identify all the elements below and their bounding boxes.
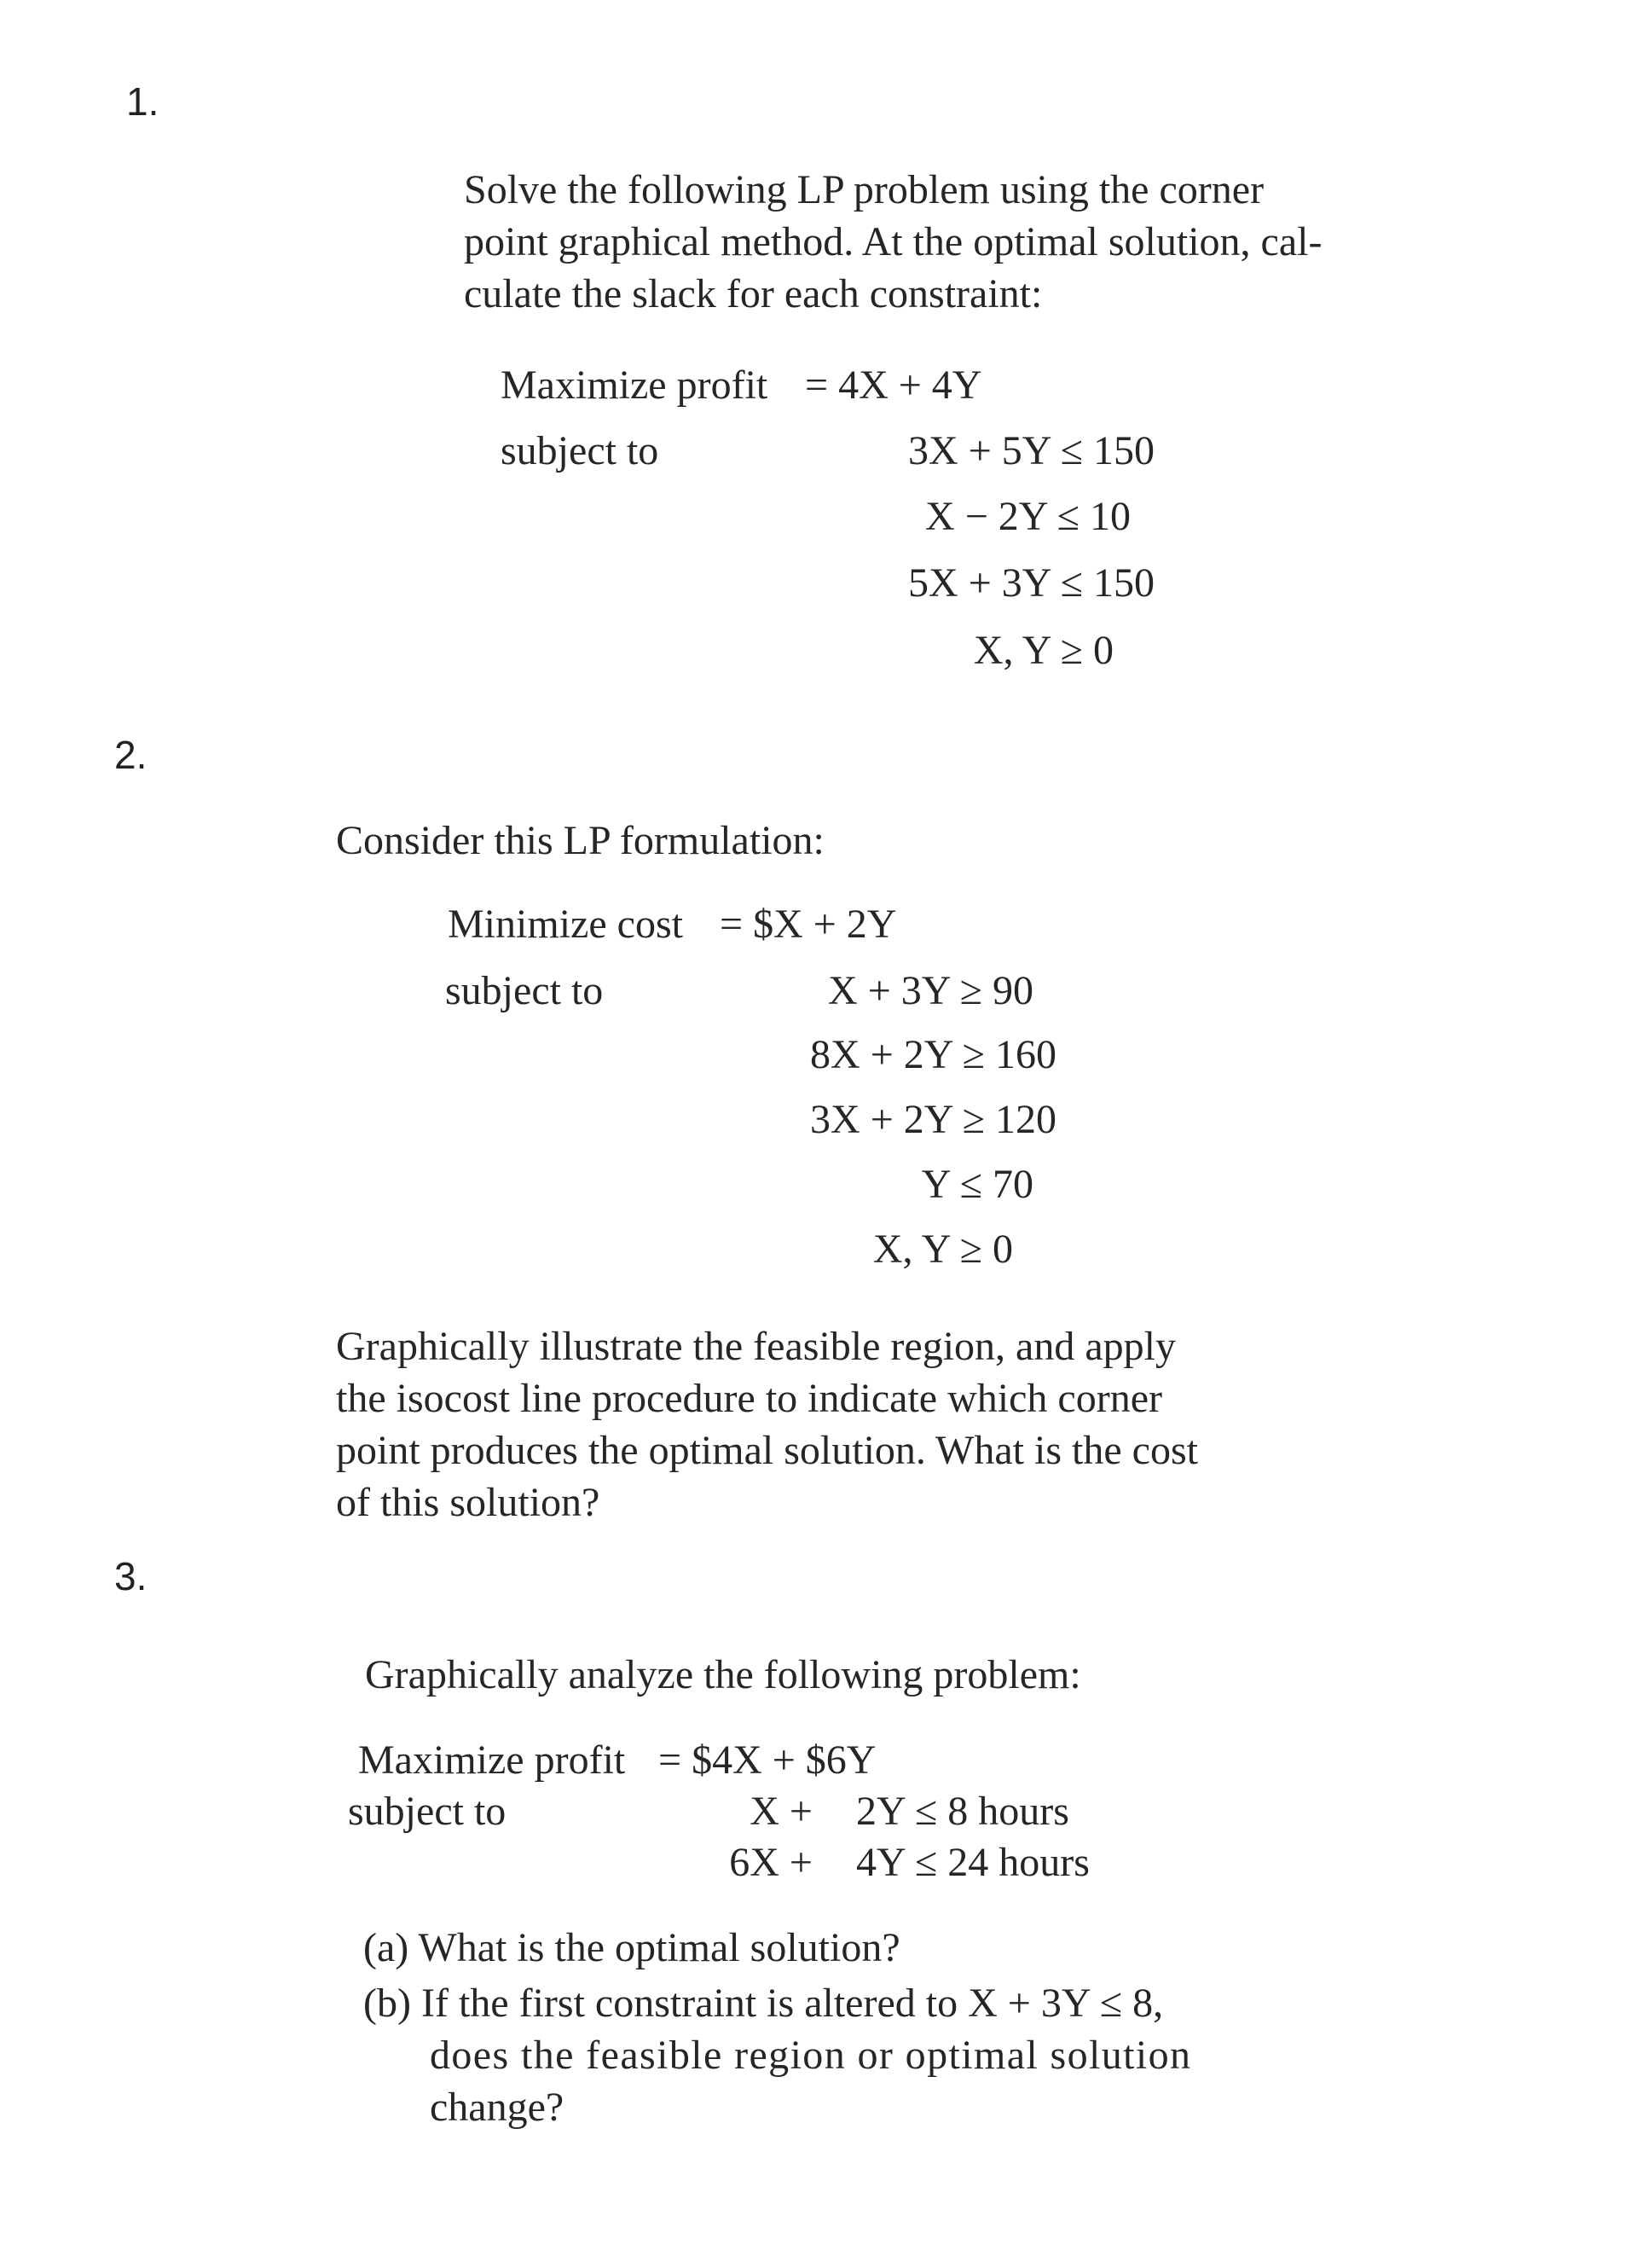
problem-1-intro-line: culate the slack for each constraint: <box>464 271 1043 316</box>
problem-3-subject-to: subject to <box>348 1789 507 1834</box>
problem-2-constraint-4: Y ≤ 70 <box>921 1162 1033 1207</box>
problem-2-question-line: of this solution? <box>336 1480 600 1525</box>
problem-1-nonnegativity: X, Y ≥ 0 <box>973 628 1114 673</box>
problem-3-part-b-text: does the feasible region or optimal solution <box>430 2033 1192 2078</box>
problem-3-constraint-2-right: 4Y ≤ 24 hours <box>856 1840 1090 1885</box>
problem-3-part-b <box>363 1977 1267 2133</box>
problem-2-constraint-2: 8X + 2Y ≥ 160 <box>810 1032 1056 1077</box>
problem-3-number: 3. <box>114 1554 148 1598</box>
problem-2-intro: Consider this LP formulation: <box>336 818 825 863</box>
problem-2-question-line: Graphically illustrate the feasible region, and apply <box>336 1324 1176 1369</box>
problem-3-intro: Graphically analyze the following problem: <box>365 1652 1081 1697</box>
problem-3-constraint-2-left: 6X + <box>729 1840 813 1885</box>
problem-2-objective-label: Minimize cost <box>448 902 683 947</box>
problem-1-subject-to: subject to <box>501 428 659 473</box>
problem-1-constraint-1: 3X + 5Y ≤ 150 <box>908 428 1155 473</box>
problem-1-number: 1. <box>126 79 159 124</box>
problem-3-part-b-line <box>363 2029 1267 2081</box>
problem-1-intro-line: Solve the following LP problem using the corner <box>464 167 1265 212</box>
problem-2-objective-expression: = $X + 2Y <box>720 902 897 947</box>
problem-1-constraint-2: X − 2Y ≤ 10 <box>925 494 1131 539</box>
problem-2-question-line: the isocost line procedure to indicate which corner <box>336 1376 1162 1421</box>
problem-1-intro <box>464 164 1322 320</box>
problem-3-objective-expression: = $4X + $6Y <box>658 1737 877 1783</box>
problem-3-part-b-line: change? <box>430 2085 564 2130</box>
problem-1-objective-label: Maximize profit <box>501 363 768 408</box>
problem-2-question-line: point produces the optimal solution. What is the cost <box>336 1428 1198 1473</box>
problem-3-part-a: (a) What is the optimal solution? <box>363 1925 900 1970</box>
problem-3-constraint-1-left: X + <box>750 1789 813 1834</box>
problem-3-constraint-1-right: 2Y ≤ 8 hours <box>856 1789 1069 1834</box>
problem-2-nonnegativity: X, Y ≥ 0 <box>872 1227 1013 1272</box>
problem-1-constraint-3: 5X + 3Y ≤ 150 <box>908 560 1155 606</box>
problem-2-number: 2. <box>114 733 148 777</box>
problem-2-subject-to: subject to <box>445 968 604 1013</box>
problem-2-constraint-1: X + 3Y ≥ 90 <box>828 968 1033 1013</box>
problem-1-intro-line: point graphical method. At the optimal solution, cal- <box>464 219 1323 264</box>
problem-2-constraint-3: 3X + 2Y ≥ 120 <box>810 1097 1056 1142</box>
problem-1-objective-expression: = 4X + 4Y <box>805 363 982 408</box>
problem-3-objective-label: Maximize profit <box>358 1737 626 1783</box>
problem-3-part-b-line: (b) If the first constraint is altered to X + 3Y ≤ 8, <box>363 1981 1164 2026</box>
problem-2-question <box>336 1320 1198 1528</box>
